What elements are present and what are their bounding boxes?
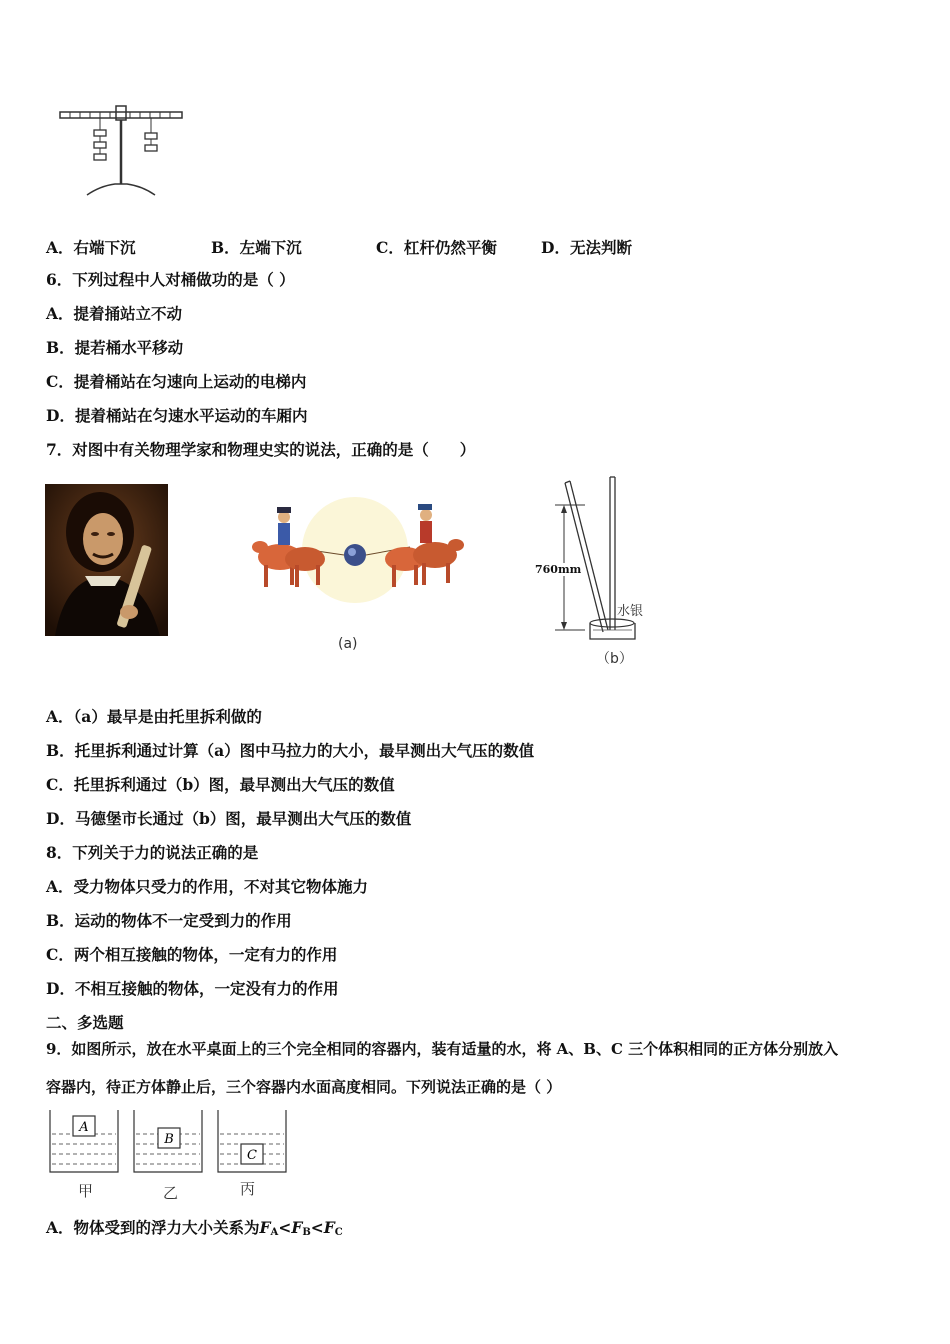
cube-b-label: B bbox=[164, 1132, 174, 1147]
q8-option-b: B．运动的物体不一定受到力的作用 bbox=[46, 911, 292, 930]
q5-option-c: C．杠杆仍然平衡 bbox=[376, 238, 497, 257]
cube-a-label: A bbox=[79, 1120, 89, 1135]
containers-figure bbox=[48, 1108, 293, 1176]
magdeburg-hemispheres-figure bbox=[250, 495, 465, 605]
q5-option-a: A．右端下沉 bbox=[46, 238, 136, 257]
f-symbol-a: F bbox=[259, 1218, 271, 1237]
q8-option-a: A．受力物体只受力的作用，不对其它物体施力 bbox=[46, 877, 369, 896]
q7-option-d: D．马德堡市长通过（b）图，最早测出大气压的数值 bbox=[46, 809, 412, 828]
q6-option-b: B．提若桶水平移动 bbox=[46, 338, 184, 357]
container-label-jia: 甲 bbox=[78, 1182, 94, 1200]
q7-option-a: A．（a）最早是由托里拆利做的 bbox=[46, 707, 262, 726]
q7-option-b: B．托里拆利通过计算（a）图中马拉力的大小，最早测出大气压的数值 bbox=[46, 741, 535, 760]
q6-option-d: D．提着桶站在匀速水平运动的车厢内 bbox=[46, 406, 308, 425]
less-than-2: < bbox=[310, 1218, 324, 1237]
q9-option-a bbox=[46, 1218, 343, 1243]
q6-option-a: A．提着捅站立不动 bbox=[46, 304, 183, 323]
q7-option-c: C．托里拆利通过（b）图，最早测出大气压的数值 bbox=[46, 775, 395, 794]
q8-stem: 8．下列关于力的说法正确的是 bbox=[46, 843, 259, 862]
q5-option-d: D．无法判断 bbox=[541, 238, 632, 257]
q9-stem-line2: 容器内，待正方体静止后，三个容器内水面高度相同。下列说法正确的是（ ） bbox=[46, 1078, 562, 1096]
torricelli-portrait bbox=[45, 484, 168, 636]
f-symbol-b: F bbox=[291, 1218, 303, 1237]
q8-option-d: D．不相互接触的物体，一定没有力的作用 bbox=[46, 979, 339, 998]
figure-a-label: (a) bbox=[338, 636, 358, 652]
figure-b-mercury-label: 水银 bbox=[617, 604, 644, 619]
q9-stem-line1: 9．如图所示，放在水平桌面上的三个完全相同的容器内，装有适量的水，将 A、B、C 三个体积相同的正方体分别放入 bbox=[46, 1040, 839, 1058]
subscript-c: C bbox=[334, 1227, 343, 1238]
container-label-yi: 乙 bbox=[163, 1184, 179, 1202]
q6-option-c: C．提着桶站在匀速向上运动的电梯内 bbox=[46, 372, 307, 391]
lever-balance-figure bbox=[55, 100, 190, 200]
q6-stem: 6．下列过程中人对桶做功的是（ ） bbox=[46, 270, 295, 289]
figure-b-label: （b） bbox=[596, 651, 633, 667]
figure-b-height-label: 760mm bbox=[535, 563, 582, 576]
q8-option-c: C．两个相互接触的物体，一定有力的作用 bbox=[46, 945, 338, 964]
cube-c-label: C bbox=[247, 1148, 257, 1163]
container-label-bing: 丙 bbox=[240, 1180, 256, 1198]
subscript-b: B bbox=[302, 1227, 311, 1238]
q5-option-b: B．左端下沉 bbox=[211, 238, 302, 257]
subscript-a: A bbox=[270, 1227, 279, 1238]
q9-option-a-text: A．物体受到的浮力大小关系为 bbox=[46, 1218, 260, 1237]
section-title-multi-choice: 二、多选题 bbox=[46, 1013, 124, 1032]
f-symbol-c: F bbox=[323, 1218, 335, 1237]
q7-stem: 7．对图中有关物理学家和物理史实的说法，正确的是（ ） bbox=[46, 440, 476, 459]
less-than-1: < bbox=[278, 1218, 292, 1237]
